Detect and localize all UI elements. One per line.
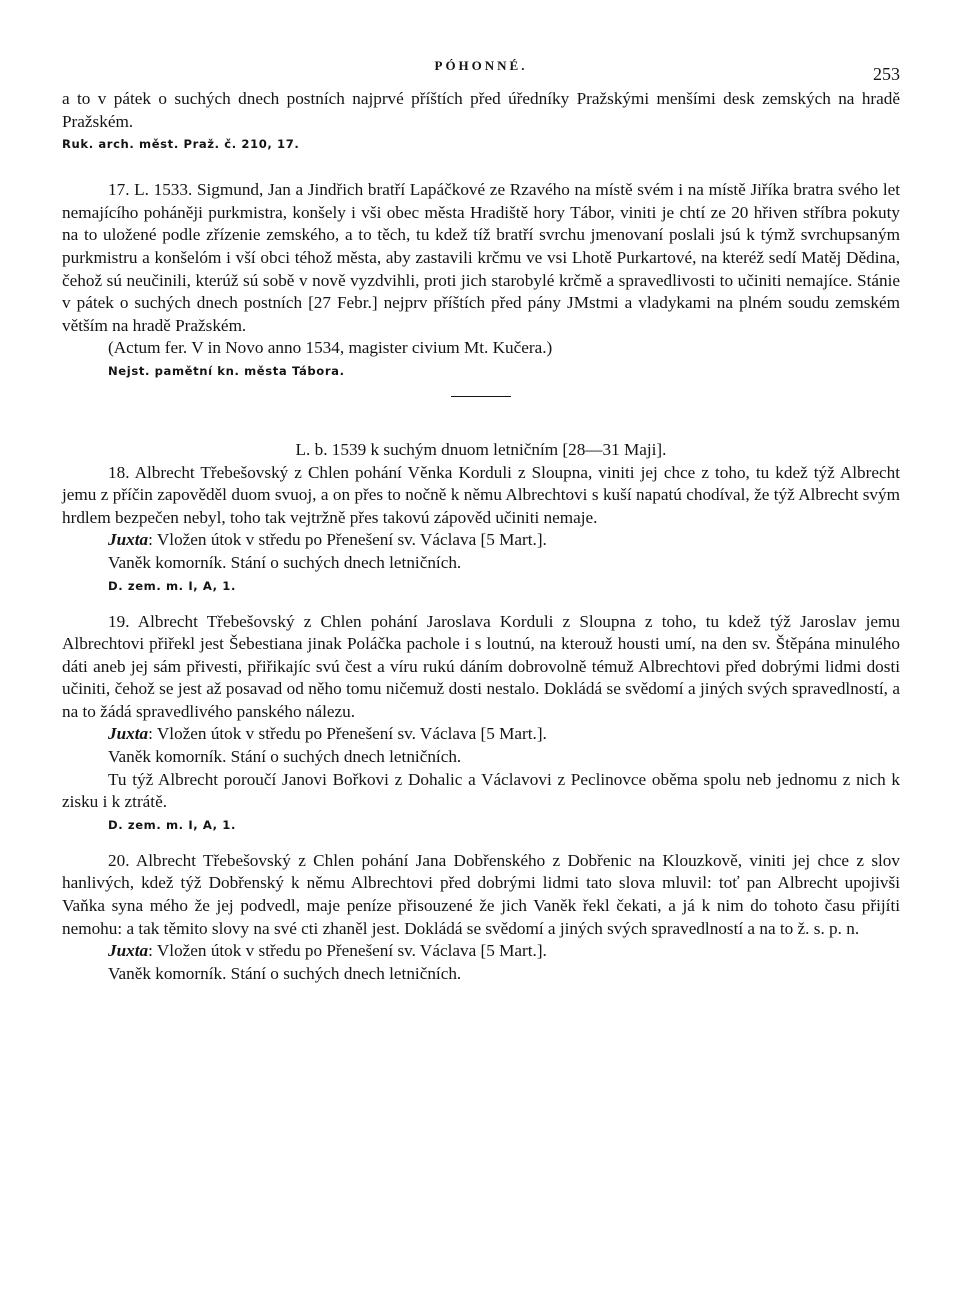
document-page: [62, 58, 900, 985]
entry-17-source-citation: Nejst. pamětní kn. města Tábora.: [108, 363, 345, 378]
entry-20-paragraph: 20. Albrecht Třebešovský z Chlen pohání Jana Dobřenského z Dobřenic na Klouzkově, viniti jej chce z slov hanlivých, kdež týž Dobřenský k němu Albrechtovi před dobrými lidmi tato slova mluvil: toť pan Albrecht upojivši Vaňka syna mého že jej podvedl, maje peníze přisouzené že jich Vaněk řekl čekati, a já k nim do tohoto času přijíti nemohu: a tak těmito slovy na své cti zhaněl jest. Dokládá se svědomí a jiných svých spravedlností a na to ž. s. p. n.: [62, 850, 900, 938]
entry-18-source-citation: D. zem. m. I, A, 1.: [108, 578, 236, 593]
entry-19-paragraph: 19. Albrecht Třebešovský z Chlen pohání Jaroslava Korduli z Sloupna z toho, tu kdež týž Jaroslav jemu Albrechtovi přiřekl jest Šebestiana jinak Poláčka pachole i s loutnú, na kterouž housti umí, na den sv. Štěpána minulého dáti aneb jej sám přivesti, přiřikajíc svú čest a víru rukú dáním dobrovolně témuž Albrechtovi před dobrými lidmi dosti učiniti, čehož se jest až posavad od něho tomu ničemuž dosti nestalo. Dokládá se svědomí a jiných svých spravedlností, a na to žádá spravedlivého panského nálezu.: [62, 611, 900, 721]
entry-18-juxta-label: Juxta: [108, 530, 149, 550]
page-header: [62, 58, 900, 88]
entry-19-tu-paragraph: Tu týž Albrecht poroučí Janovi Bořkovi z Dohalic a Václavovi z Peclinovce oběma spolu neb jednomu z nich k zisku i k ztrátě.: [62, 769, 900, 812]
entry-18-juxta-text: : Vložen útok v středu po Přenešení sv. Václava [5 Mart.].: [148, 530, 547, 550]
running-title: PÓHONNÉ.: [434, 58, 528, 73]
intro-source-citation: Ruk. arch. měst. Praž. č. 210, 17.: [62, 137, 300, 152]
page-number: 253: [873, 64, 900, 84]
entry-18-juxta: [62, 529, 900, 552]
entry-20-vanek: Vaněk komorník. Stání o suchých dnech letničních.: [108, 963, 462, 983]
entry-20-juxta: [62, 940, 900, 963]
entry-17-actum: (Actum fer. V in Novo anno 1534, magister civium Mt. Kučera.): [108, 338, 553, 358]
entry-19-vanek: Vaněk komorník. Stání o suchých dnech letničních.: [108, 747, 462, 767]
entry-19-juxta-label: Juxta: [108, 724, 149, 744]
entry-19-source-citation: D. zem. m. I, A, 1.: [108, 817, 236, 832]
entry-19-juxta: [62, 723, 900, 746]
entry-18-paragraph: 18. Albrecht Třebešovský z Chlen pohání Věnka Korduli z Sloupna, viniti jej chce z toho, tu kdež týž Albrecht jemu z příčin zapověděl duom svuoj, a on přes to nočně k němu Albrechtovi s kuší napatú chodíval, že týž Albrecht svým hrdlem bezpečen nebyl, toho tak vejtržně přes takovú zápověd učiniti nemaje.: [62, 462, 900, 527]
entry-18-vanek: Vaněk komorník. Stání o suchých dnech letničních.: [108, 552, 462, 572]
intro-paragraph: a to v pátek o suchých dnech postních najprvé příštích před úředníky Pražskými menšími desk zemských na hradě Pražském.: [62, 89, 900, 131]
entry-20-juxta-text: : Vložen útok v středu po Přenešení sv. Václava [5 Mart.].: [148, 941, 547, 961]
entry-19-juxta-text: : Vložen útok v středu po Přenešení sv. Václava [5 Mart.].: [148, 724, 547, 744]
section-heading: L. b. 1539 k suchým dnuom letničním [28—31 Maji].: [295, 439, 667, 459]
entry-20-juxta-label: Juxta: [108, 941, 149, 961]
entry-17-paragraph: 17. L. 1533. Sigmund, Jan a Jindřich bratří Lapáčkové ze Rzavého na místě svém i na místě Jiříka bratra svého let nemajícího poháněji purkmistra, konšely i vši obec města Hradiště hory Tábor, viniti je chtí ze 20 hřiven stříbra pokuty na to uložené podle zřízenie zemského, a to těch, tu kdež tíž bratří svrchu jmenovaní poslali jsú k týmž svrchupsaným purkmistru a konšelóm i vší obci téhož města, aby zastavili krčmu ve vsi Lhotě Purkartové, na kteréž sedí Matěj Dědina, čehož sú neučinili, kterúž sú sobě v nově vyzdvihli, proti jich starobylé krčmě a spravedlivosti to učiniti nemajíce. Stánie v pátek o suchých dnech postních [27 Febr.] nejprv příštích před pány JMstmi a vladykami na plném soudu zemském větším na hradě Pražském.: [62, 180, 900, 335]
